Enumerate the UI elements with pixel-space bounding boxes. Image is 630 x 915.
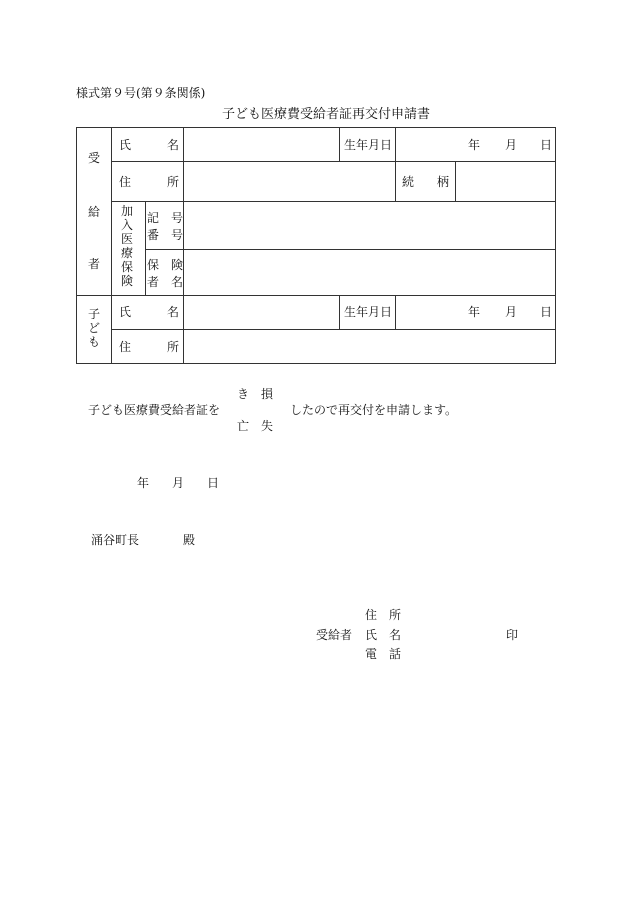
recipient-label-char: 給 [88, 205, 101, 219]
col-divider [111, 128, 112, 363]
form-title: 子ども医療費受給者証再交付申請書 [222, 107, 431, 122]
col-divider [455, 161, 456, 201]
reason-damaged: き 損 [237, 387, 274, 401]
day-label: 日 [540, 138, 553, 152]
reason-lost: 亡 失 [237, 419, 274, 433]
addressee-honorific: 殿 [183, 533, 196, 547]
form-number: 様式第９号(第９条関係) [76, 86, 206, 100]
applicant-role: 受給者 [316, 628, 353, 642]
recipient-label-char: 受 [88, 151, 101, 165]
applicant-address-label: 住 所 [365, 608, 402, 622]
insurer-name-label: 者 名 [147, 275, 184, 289]
child-name-label-char: 名 [167, 305, 180, 319]
applicant-name-label: 氏 名 [365, 628, 402, 642]
date-day: 日 [207, 476, 220, 490]
address-label-char: 所 [167, 175, 180, 189]
address-label-char: 住 [119, 175, 132, 189]
col-divider [395, 295, 396, 329]
row-divider [145, 249, 556, 250]
child-month-label: 月 [505, 305, 518, 319]
name-label-char: 氏 [119, 138, 132, 152]
child-address-label-char: 所 [167, 340, 180, 354]
applicant-phone-label: 電 話 [365, 647, 402, 661]
col-divider [183, 201, 184, 295]
child-birthdate-label: 生年月日 [344, 305, 393, 319]
row-divider [111, 201, 556, 202]
relationship-label-char: 柄 [437, 175, 450, 189]
col-divider [339, 128, 340, 161]
child-name-label-char: 氏 [119, 305, 132, 319]
symbol-label: 記 号 [147, 211, 184, 225]
date-year: 年 [137, 476, 150, 490]
statement-prefix: 子ども医療費受給者証を [88, 403, 221, 417]
number-label: 番 号 [147, 228, 184, 242]
name-label-char: 名 [167, 138, 180, 152]
birthdate-label: 生年月日 [344, 138, 393, 152]
row-divider [77, 295, 556, 296]
row-divider [111, 161, 556, 162]
row-divider [111, 329, 556, 330]
col-divider [183, 295, 184, 363]
application-table [76, 127, 556, 364]
recipient-label-char: 者 [88, 257, 101, 271]
col-divider [145, 201, 146, 295]
seal-mark: 印 [506, 628, 519, 642]
col-divider [339, 295, 340, 329]
insurance-label: 加入医療保険 [120, 204, 133, 288]
child-year-label: 年 [468, 305, 481, 319]
col-divider [395, 161, 396, 201]
statement-suffix: したので再交付を申請します。 [290, 403, 458, 417]
insurer-label: 保 険 [147, 258, 184, 272]
date-month: 月 [172, 476, 185, 490]
relationship-label-char: 続 [402, 175, 415, 189]
child-address-label-char: 住 [119, 340, 132, 354]
addressee-name: 涌谷町長 [91, 533, 140, 547]
col-divider [183, 128, 184, 201]
col-divider [395, 128, 396, 161]
month-label: 月 [505, 138, 518, 152]
child-day-label: 日 [540, 305, 553, 319]
child-label: 子ども [87, 307, 100, 349]
year-label: 年 [468, 138, 481, 152]
